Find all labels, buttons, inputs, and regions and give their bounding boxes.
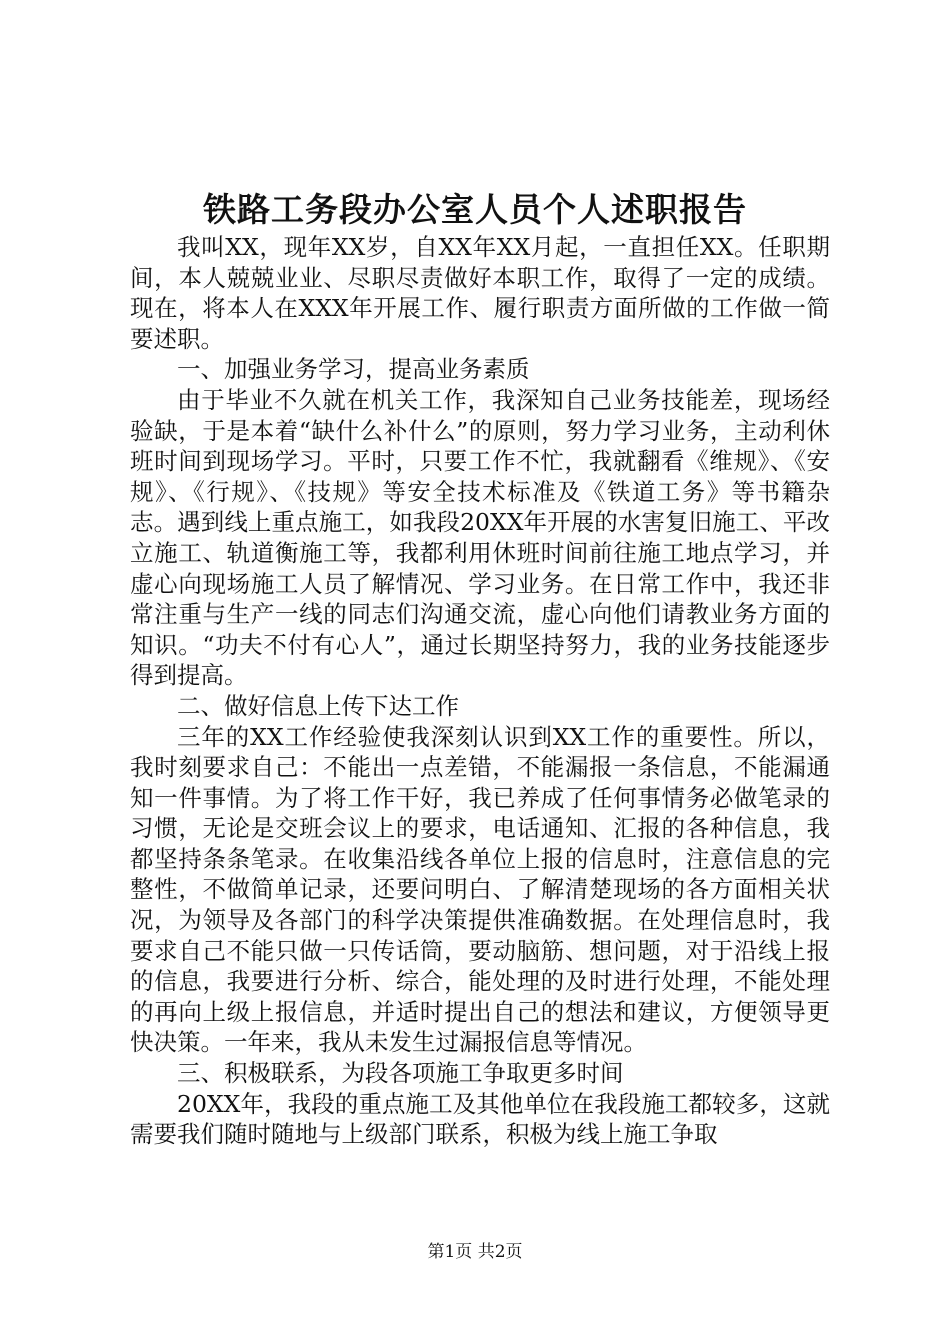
document-body	[130, 232, 830, 1150]
section-heading-2: 二、做好信息上传下达工作	[177, 691, 459, 720]
section-heading-1: 一、加强业务学习，提高业务素质	[177, 355, 530, 384]
paragraph-intro: 我叫XX，现年XX岁，自XX年XX月起，一直担任XX。任职期间，本人兢兢业业、尽职尽责做好本职工作，取得了一定的成绩。现在，将本人在XXX年开展工作、履行职责方面所做的工作做一简要述职。	[130, 233, 830, 353]
section-heading-3: 三、积极联系，为段各项施工争取更多时间	[177, 1059, 624, 1088]
paragraph-information: 三年的XX工作经验使我深刻认识到XX工作的重要性。所以，我时刻要求自己：不能出一点差错，不能漏报一条信息，不能漏通知一件事情。为了将工作干好，我已养成了任何事情务必做笔录的习惯，无论是交班会议上的要求，电话通知、汇报的各种信息，我都坚持条条笔录。在收集沿线各单位上报的信息时，注意信息的完整性，不做简单记录，还要问明白、了解清楚现场的各方面相关状况，为领导及各部门的科学决策提供准确数据。在处理信息时，我要求自己不能只做一只传话筒，要动脑筋、想问题，对于沿线上报的信息，我要进行分析、综合，能处理的及时进行处理，不能处理的再向上级上报信息，并适时提出自己的想法和建议，方便领导更快决策。一年来，我从未发生过漏报信息等情况。	[130, 722, 830, 1057]
paragraph-construction: 20XX年，我段的重点施工及其他单位在我段施工都较多，这就需要我们随时随地与上级部门联系，积极为线上施工争取	[130, 1089, 830, 1149]
paragraph-study: 由于毕业不久就在机关工作，我深知自己业务技能差，现场经验缺，于是本着“缺什么补什么”的原则，努力学习业务，主动利休班时间到现场学习。平时，只要工作不忙，我就翻看《维规》、《安规》、《行规》、《技规》等安全技术标准及《铁道工务》等书籍杂志。遇到线上重点施工，如我段20XX年开展的水害复旧施工、平改立施工、轨道衡施工等，我都利用休班时间前往施工地点学习，并虚心向现场施工人员了解情况、学习业务。在日常工作中，我还非常注重与生产一线的同志们沟通交流，虚心向他们请教业务方面的知识。“功夫不付有心人”，通过长期坚持努力，我的业务技能逐步得到提高。	[130, 385, 830, 690]
page-footer: 第1页 共2页	[427, 1242, 523, 1262]
document-title: 铁路工务段办公室人员个人述职报告	[203, 190, 747, 229]
